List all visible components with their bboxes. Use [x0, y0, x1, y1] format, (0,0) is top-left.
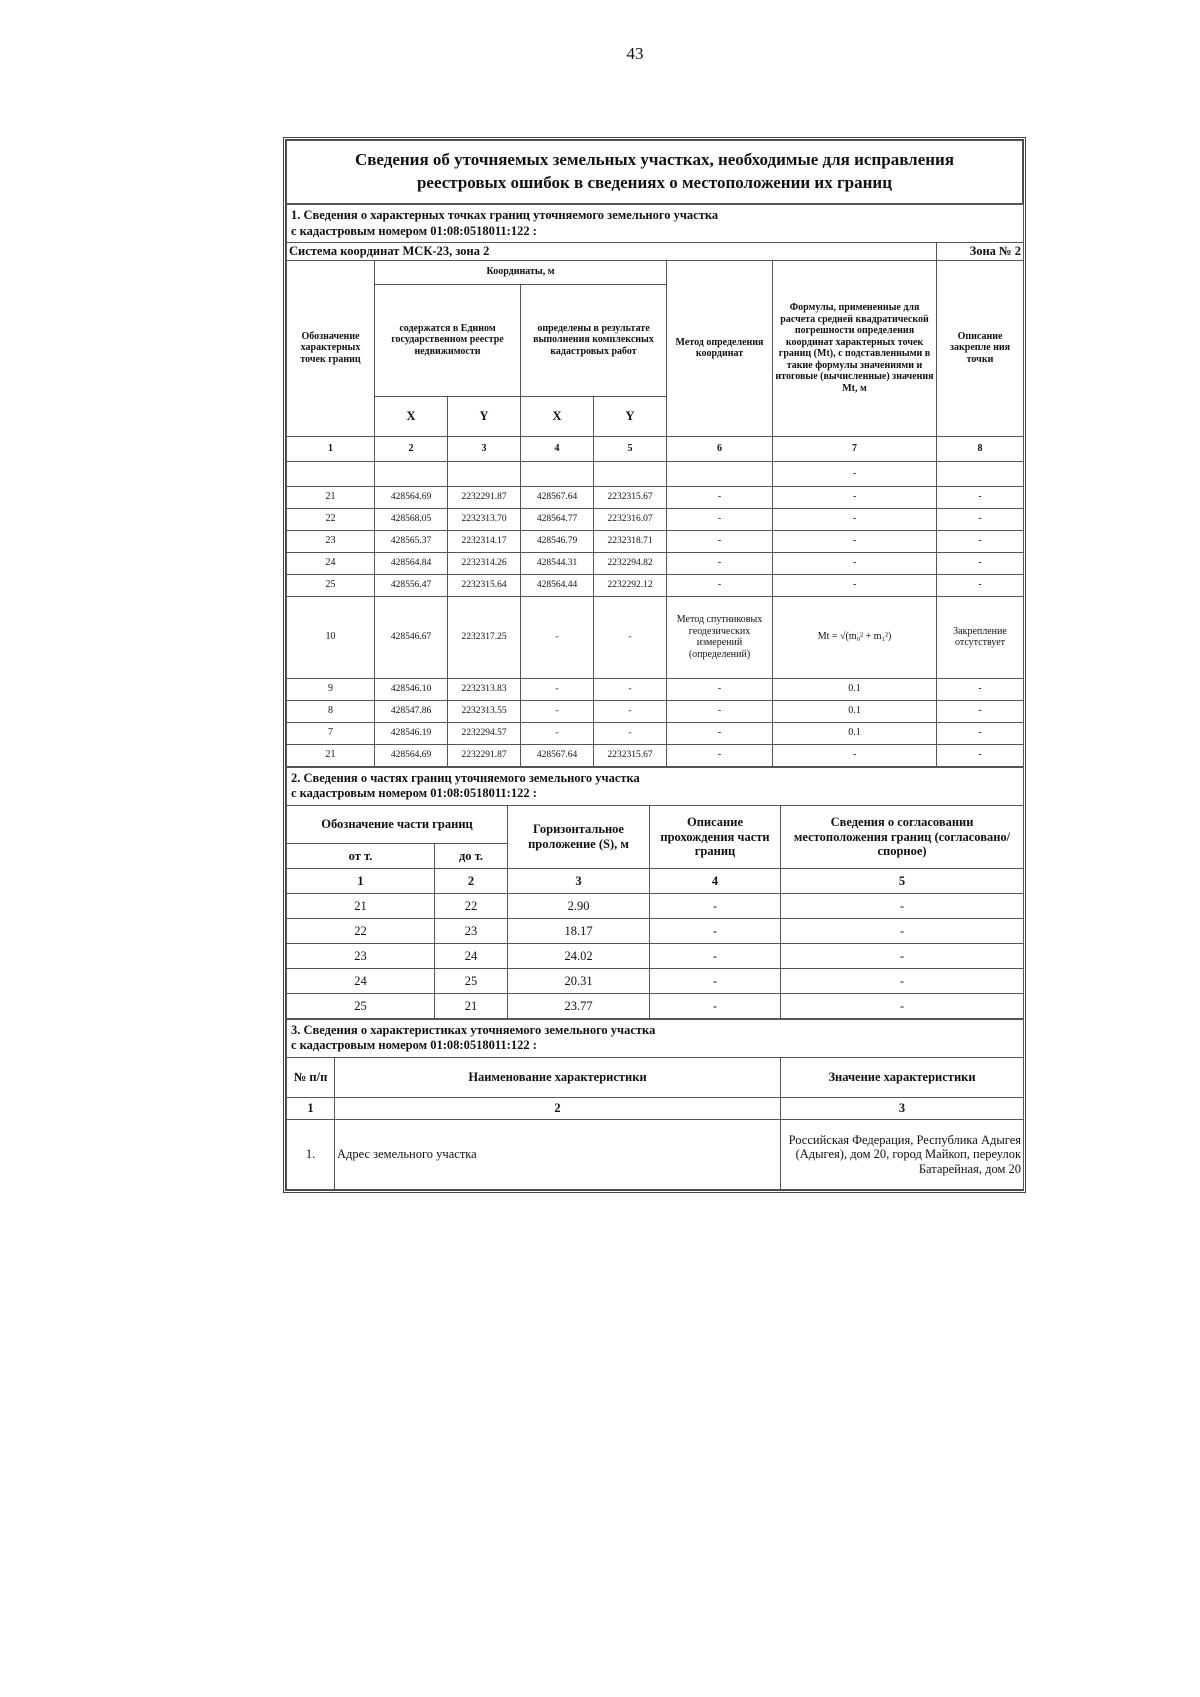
- col-num: 1: [287, 868, 435, 893]
- row-value: Российская Федерация, Республика Адыгея (Адыгея), дом 20, город Майкоп, переулок Батарейная, дом 20: [781, 1120, 1024, 1190]
- description-cell: -: [937, 700, 1024, 722]
- coord-x1: 428547.86: [375, 700, 448, 722]
- coord-x1: 428546.19: [375, 722, 448, 744]
- col-num: 7: [773, 436, 937, 461]
- coord-y2: 2232315.67: [594, 744, 667, 766]
- coord-y2: 2232294.82: [594, 552, 667, 574]
- description-cell: -: [937, 508, 1024, 530]
- method-cell: -: [667, 744, 773, 766]
- section-2-heading: 2. Сведения о частях границ уточняемого земельного участка с кадастровым номером 01:08:0518011:122 :: [287, 767, 1024, 805]
- col-num: 2: [335, 1098, 781, 1120]
- to-point: 25: [435, 968, 508, 993]
- coord-x1: 428564.69: [375, 486, 448, 508]
- point-id: 7: [287, 722, 375, 744]
- coord-y2: 2232318.71: [594, 530, 667, 552]
- coord-y2: 2232292.12: [594, 574, 667, 596]
- col-num: 3: [781, 1098, 1024, 1120]
- col-num: 6: [667, 436, 773, 461]
- coord-x2: 428567.64: [521, 744, 594, 766]
- table-row-empty: [287, 461, 1024, 486]
- from-point: 24: [287, 968, 435, 993]
- table-row: [287, 678, 1024, 700]
- length-cell: 20.31: [508, 968, 650, 993]
- header-part: Обозначение части границ: [287, 805, 508, 843]
- empty-dash: -: [773, 461, 937, 486]
- section-3-heading: 3. Сведения о характеристиках уточняемого земельного участка с кадастровым номером 01:08:0518011:122 :: [287, 1019, 1024, 1057]
- formula-cell: 0.1: [773, 700, 937, 722]
- col-num: 5: [781, 868, 1024, 893]
- agreement-cell: -: [781, 993, 1024, 1018]
- table-row: [287, 574, 1024, 596]
- point-id: 23: [287, 530, 375, 552]
- header-method: Метод определения координат: [667, 260, 773, 436]
- section-2-table: [286, 767, 1024, 1019]
- formula-cell: -: [773, 486, 937, 508]
- method-cell: -: [667, 678, 773, 700]
- coord-y1: 2232313.70: [448, 508, 521, 530]
- coord-x2: 428546.79: [521, 530, 594, 552]
- method-cell: -: [667, 574, 773, 596]
- coord-x1: 428564.84: [375, 552, 448, 574]
- header-number: № п/п: [287, 1058, 335, 1098]
- formula-cell: -: [773, 744, 937, 766]
- method-cell: Метод спутниковых геодезических измерений (определений): [667, 596, 773, 678]
- col-num: 3: [508, 868, 650, 893]
- point-id: 24: [287, 552, 375, 574]
- formula-cell: -: [773, 530, 937, 552]
- coord-y2: 2232315.67: [594, 486, 667, 508]
- coord-y1: 2232313.83: [448, 678, 521, 700]
- coord-y2: -: [594, 596, 667, 678]
- title-table: [286, 140, 1023, 204]
- formula-cell: 0.1: [773, 678, 937, 700]
- description-cell: -: [937, 530, 1024, 552]
- point-id: 9: [287, 678, 375, 700]
- header-to: до т.: [435, 843, 508, 868]
- col-num: 1: [287, 436, 375, 461]
- description-cell: -: [937, 744, 1024, 766]
- method-cell: -: [667, 700, 773, 722]
- pass-description-cell: -: [650, 943, 781, 968]
- method-cell: -: [667, 722, 773, 744]
- col-num: 4: [521, 436, 594, 461]
- method-cell: -: [667, 508, 773, 530]
- section-1-heading: 1. Сведения о характерных точках границ уточняемого земельного участка с кадастровым номером 01:08:0518011:122 :: [287, 204, 1024, 242]
- description-cell: -: [937, 552, 1024, 574]
- pass-description-cell: -: [650, 918, 781, 943]
- table-row: [287, 744, 1024, 766]
- method-cell: -: [667, 530, 773, 552]
- agreement-cell: -: [781, 968, 1024, 993]
- description-cell: -: [937, 486, 1024, 508]
- coord-x2: -: [521, 596, 594, 678]
- formula-cell: -: [773, 552, 937, 574]
- coord-y2: -: [594, 700, 667, 722]
- col-num: 5: [594, 436, 667, 461]
- coord-x2: 428567.64: [521, 486, 594, 508]
- coord-x1: 428565.37: [375, 530, 448, 552]
- col-num: 1: [287, 1098, 335, 1120]
- coord-x2: -: [521, 678, 594, 700]
- table-row: [287, 486, 1024, 508]
- header-x1: X: [375, 396, 448, 436]
- document-frame: [283, 137, 1026, 1193]
- header-from: от т.: [287, 843, 435, 868]
- zone-label: Зона № 2: [937, 243, 1024, 260]
- table-row: [287, 943, 1024, 968]
- coord-x2: 428564.44: [521, 574, 594, 596]
- section-1-table: [286, 204, 1024, 767]
- header-egrn: содержатся в Едином государственном реестре недвижимости: [375, 284, 521, 396]
- coordinate-system: Система координат МСК-23, зона 2: [287, 243, 937, 260]
- point-id: 21: [287, 744, 375, 766]
- table-row: [287, 508, 1024, 530]
- table-row: [287, 893, 1024, 918]
- pass-description-cell: -: [650, 893, 781, 918]
- coord-x2: 428544.31: [521, 552, 594, 574]
- point-id: 22: [287, 508, 375, 530]
- length-cell: 2.90: [508, 893, 650, 918]
- header-y2: Y: [594, 396, 667, 436]
- coord-y2: -: [594, 722, 667, 744]
- point-id: 21: [287, 486, 375, 508]
- coord-x1: 428556.47: [375, 574, 448, 596]
- table-row: [287, 530, 1024, 552]
- header-point: Обозначение характерных точек границ: [287, 260, 375, 436]
- header-value: Значение характеристики: [781, 1058, 1024, 1098]
- col-num: 4: [650, 868, 781, 893]
- coord-y1: 2232315.64: [448, 574, 521, 596]
- header-description: Описание закрепле ния точки: [937, 260, 1024, 436]
- table-row: [287, 552, 1024, 574]
- method-cell: -: [667, 486, 773, 508]
- agreement-cell: -: [781, 918, 1024, 943]
- table-row: [287, 993, 1024, 1018]
- coord-y1: 2232314.26: [448, 552, 521, 574]
- point-id: 8: [287, 700, 375, 722]
- coord-x1: 428546.10: [375, 678, 448, 700]
- col-num: 2: [375, 436, 448, 461]
- col-num: 3: [448, 436, 521, 461]
- title-line-1: Сведения об уточняемых земельных участках, необходимые для исправления: [354, 150, 955, 169]
- point-id: 10: [287, 596, 375, 678]
- title-line-2: реестровых ошибок в сведениях о местоположении их границ: [416, 172, 893, 192]
- length-cell: 24.02: [508, 943, 650, 968]
- description-cell: -: [937, 574, 1024, 596]
- coord-x1: 428546.67: [375, 596, 448, 678]
- header-pass-description: Описание прохождения части границ: [650, 805, 781, 868]
- agreement-cell: -: [781, 893, 1024, 918]
- coord-y2: 2232316.07: [594, 508, 667, 530]
- formula-cell: -: [773, 574, 937, 596]
- coord-x2: 428564.77: [521, 508, 594, 530]
- coord-y1: 2232291.87: [448, 486, 521, 508]
- coord-y1: 2232314.17: [448, 530, 521, 552]
- header-length: Горизонтальное проложение (S), м: [508, 805, 650, 868]
- row-name: Адрес земельного участка: [335, 1120, 781, 1190]
- from-point: 23: [287, 943, 435, 968]
- description-cell: Закрепление отсутствует: [937, 596, 1024, 678]
- coord-y2: -: [594, 678, 667, 700]
- point-id: 25: [287, 574, 375, 596]
- length-cell: 23.77: [508, 993, 650, 1018]
- header-agreement: Сведения о согласовании местоположения границ (согласовано/спорное): [781, 805, 1024, 868]
- to-point: 24: [435, 943, 508, 968]
- to-point: 21: [435, 993, 508, 1018]
- coord-x2: -: [521, 700, 594, 722]
- agreement-cell: -: [781, 943, 1024, 968]
- coord-y1: 2232294.57: [448, 722, 521, 744]
- table-row: [287, 1120, 1024, 1190]
- length-cell: 18.17: [508, 918, 650, 943]
- section-2-rows: [287, 893, 1024, 1018]
- coord-y1: 2232291.87: [448, 744, 521, 766]
- header-name: Наименование характеристики: [335, 1058, 781, 1098]
- method-cell: -: [667, 552, 773, 574]
- header-y1: Y: [448, 396, 521, 436]
- formula-cell: Mt = √(m₀² + m₁²): [773, 596, 937, 678]
- pass-description-cell: -: [650, 968, 781, 993]
- formula-cell: 0.1: [773, 722, 937, 744]
- coord-y1: 2232317.25: [448, 596, 521, 678]
- coord-y1: 2232313.55: [448, 700, 521, 722]
- header-formula: Формулы, примененные для расчета средней квадратической погрешности определения координат характерных точек границ (Mt), с подставленными в такие формулы значениями и итоговые (вычисленные) значения Mt, м: [773, 260, 937, 436]
- col-num: 8: [937, 436, 1024, 461]
- row-number: 1.: [287, 1120, 335, 1190]
- table-row: [287, 918, 1024, 943]
- table-row: [287, 596, 1024, 678]
- coord-x2: -: [521, 722, 594, 744]
- to-point: 23: [435, 918, 508, 943]
- from-point: 21: [287, 893, 435, 918]
- page-number: 43: [626, 44, 644, 63]
- to-point: 22: [435, 893, 508, 918]
- coord-x1: 428568.05: [375, 508, 448, 530]
- col-num: 2: [435, 868, 508, 893]
- from-point: 25: [287, 993, 435, 1018]
- document-title: [287, 141, 1023, 204]
- section-3-table: [286, 1019, 1024, 1190]
- description-cell: -: [937, 722, 1024, 744]
- coord-x1: 428564.69: [375, 744, 448, 766]
- header-coords: Координаты, м: [375, 260, 667, 284]
- table-row: [287, 722, 1024, 744]
- header-works: определены в результате выполнения комплексных кадастровых работ: [521, 284, 667, 396]
- table-row: [287, 700, 1024, 722]
- section-1-rows: [287, 486, 1024, 766]
- pass-description-cell: -: [650, 993, 781, 1018]
- header-x2: X: [521, 396, 594, 436]
- from-point: 22: [287, 918, 435, 943]
- description-cell: -: [937, 678, 1024, 700]
- formula-cell: -: [773, 508, 937, 530]
- table-row: [287, 968, 1024, 993]
